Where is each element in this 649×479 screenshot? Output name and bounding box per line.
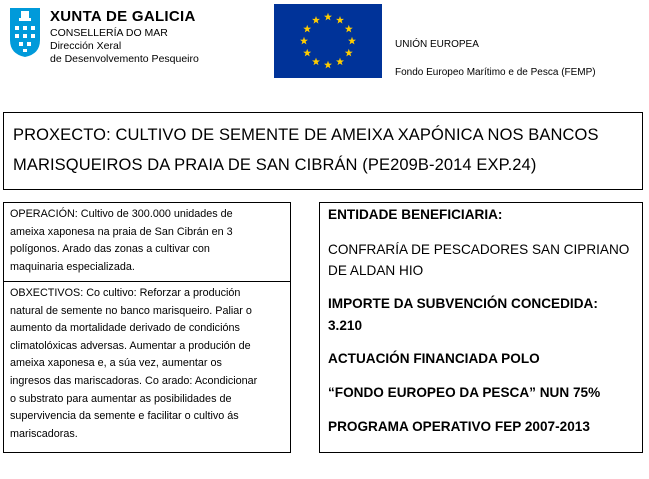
beneficiary-box [319,202,643,453]
conselleria-name: CONSELLERÍA DO MAR [50,27,168,39]
beneficiary-heading: ENTIDADE BENEFICIARIA: [328,207,503,222]
direccion-line-2: de Desenvolvemento Pesqueiro [50,53,199,65]
obxectivos-box [3,281,291,453]
fund-name: “FONDO EUROPEO DA PESCA” NUN 75% [328,385,601,400]
xunta-name: XUNTA DE GALICIA [50,8,196,25]
beneficiary-name-line-2: DE ALDAN HIO [328,263,424,278]
operacion-box [3,202,291,282]
eu-name: UNIÓN EUROPEA [395,39,479,50]
obxectivos-line: natural de semente no banco marisqueiro. Paliar o [10,304,252,317]
obxectivos-line: ingresos das mariscadoras. Co arado: Acondicionar [10,374,258,387]
financed-by-label: ACTUACIÓN FINANCIADA POLO [328,351,540,366]
obxectivos-line: aumento da mortalidade derivado de condicións [10,322,240,335]
project-title-line-1: PROXECTO: CULTIVO DE SEMENTE DE AMEIXA XAPÓNICA NOS BANCOS [13,126,599,144]
operacion-line: OPERACIÓN: Cultivo de 300.000 unidades de [10,208,233,220]
beneficiary-name-line-1: CONFRARÍA DE PESCADORES SAN CIPRIANO [328,242,630,257]
obxectivos-line: climatolóxicas adversas. Aumentar a produción de [10,339,251,352]
galicia-coat-of-arms-icon [8,6,42,58]
obxectivos-line: mariscadoras. [10,427,78,440]
obxectivos-line: OBXECTIVOS: Co cultivo: Reforzar a produción [10,287,241,299]
programme-name: PROGRAMA OPERATIVO FEP 2007-2013 [328,419,590,434]
obxectivos-line: supervivencia da semente e facilitar o cultivo ás [10,410,239,423]
direccion-line-1: Dirección Xeral [50,40,122,52]
xunta-logo [8,6,208,68]
project-title-line-2: MARISQUEIROS DA PRAIA DE SAN CIBRÁN (PE209B-2014 EXP.24) [13,156,537,174]
eu-flag-icon [274,4,382,78]
obxectivos-line: o substrato para aumentar as posibilidades de [10,392,232,405]
subsidy-amount: 3.210 [328,318,363,333]
operacion-line: ameixa xaponesa na praia de San Cibrán en 3 [10,225,233,238]
obxectivos-text [10,285,286,443]
operacion-text [10,206,286,276]
subsidy-label: IMPORTE DA SUBVENCIÓN CONCEDIDA: [328,296,598,311]
project-title-box [3,112,643,190]
eu-fund-name: Fondo Europeo Marítimo e de Pesca (FEMP) [395,67,596,78]
project-title [13,120,631,180]
operacion-line: polígonos. Arado das zonas a cultivar con [10,243,210,256]
obxectivos-line: ameixa xaponesa e, a súa vez, aumentar os [10,357,222,370]
operacion-line: maquinaria especializada. [10,260,135,273]
